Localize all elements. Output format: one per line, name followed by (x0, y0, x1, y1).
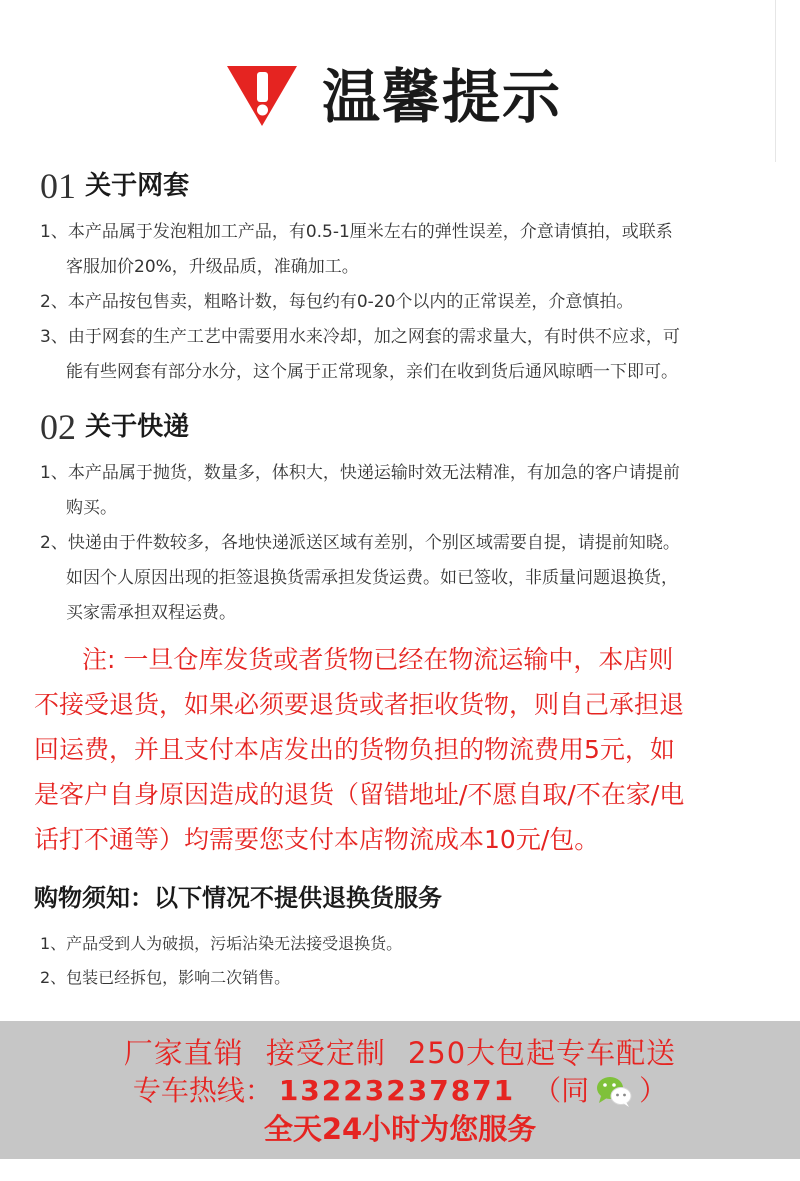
wechat-icon (595, 1074, 633, 1108)
section-number: 02 (40, 407, 76, 447)
list-item-continuation: 能有些网套有部分水分，这个属于正常现象，亲们在收到货后通风晾晒一下即可。 (66, 362, 678, 382)
list-item-continuation: 购买。 (66, 498, 117, 518)
slogan-factory-direct: 厂家直销 (123, 1036, 244, 1070)
page-title: 温馨提示 (322, 63, 563, 131)
section-title: 关于网套 (85, 171, 190, 201)
section-title: 关于快递 (85, 412, 190, 442)
list-item: 2、快递由于件数较多，各地快递派送区域有差别，个别区域需要自提，请提前知晓。 (40, 533, 680, 553)
list-item-continuation: 买家需承担双程运费。 (66, 603, 236, 623)
note-line: 注: 一旦仓库发货或者货物已经在物流运输中，本店则 (82, 645, 674, 674)
list-item: 1、本产品属于发泡粗加工产品，有0.5-1厘米左右的弹性误差，介意请慎拍，或联系 (40, 222, 673, 242)
slogan-delivery: 250大包起专车配送 (407, 1036, 677, 1070)
list-item: 1、本产品属于抛货，数量多，体积大，快递运输时效无法精准，有加急的客户请提前 (40, 463, 680, 483)
return-policy-note (34, 637, 774, 862)
page-header (0, 58, 800, 138)
shopping-notice-list (40, 927, 402, 995)
section-heading-delivery (40, 407, 189, 447)
list-item: 2、本产品按包售卖，粗略计数，每包约有0-20个以内的正常误差，介意慎拍。 (40, 292, 634, 312)
note-line: 不接受退货，如果必须要退货或者拒收货物，则自己承担退 (34, 690, 685, 719)
footer-service-hours: 全天24小时为您服务 (263, 1112, 537, 1146)
list-item: 2、包装已经拆包，影响二次销售。 (40, 968, 291, 987)
footer-banner (0, 1021, 800, 1159)
list-item: 3、由于网套的生产工艺中需要用水来冷却，加之网套的需求量大，有时供不应求，可 (40, 327, 680, 347)
slogan-custom-order: 接受定制 (265, 1036, 386, 1070)
same-as-close: ） (639, 1074, 668, 1107)
note-line: 回运费，并且支付本店发出的货物负担的物流费用5元，如 (34, 735, 675, 764)
note-line: 话打不通等）均需要您支付本店物流成本10元/包。 (34, 825, 600, 854)
hotline-phone-number[interactable]: 13223237871 (278, 1074, 516, 1107)
list-item: 1、产品受到人为破损，污垢沾染无法接受退换货。 (40, 934, 403, 953)
footer-slogans (0, 1033, 800, 1073)
hotline-label: 专车热线： (132, 1074, 273, 1107)
list-item-continuation: 客服加价20%，升级品质，准确加工。 (66, 257, 359, 277)
section-net-list (40, 215, 760, 390)
section-heading-net (40, 166, 189, 206)
shopping-notice-title: 购物须知：以下情况不提供退换货服务 (34, 884, 442, 912)
warning-exclamation-icon (225, 64, 299, 128)
footer-hotline (0, 1071, 800, 1111)
list-item-continuation: 如因个人原因出现的拒签退换货需承担发货运费。如已签收，非质量问题退换货， (66, 568, 678, 588)
same-as-label: （同 (533, 1074, 590, 1107)
section-delivery-list (40, 456, 760, 631)
section-number: 01 (40, 166, 76, 206)
note-line: 是客户自身原因造成的退货（留错地址/不愿自取/不在家/电 (34, 780, 685, 809)
